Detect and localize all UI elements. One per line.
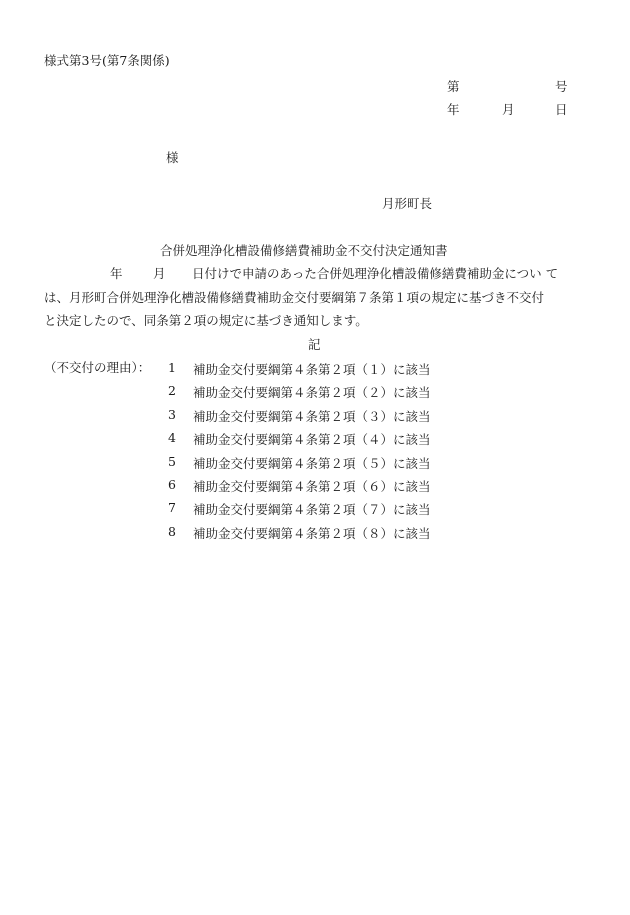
document-number-suffix: 号 (555, 79, 568, 94)
reason-item (0, 477, 630, 493)
reason-item (0, 500, 630, 516)
reason-number: 2 (168, 383, 176, 399)
body-line-2: は、月形町合併処理浄化槽設備修繕費補助金交付要綱第７条第１項の規定に基づき不交付 (44, 290, 545, 305)
body-month-label: 月 (153, 266, 166, 281)
reason-number: 5 (168, 453, 176, 469)
reason-text: 補助金交付要綱第４条第２項（１）に該当 (193, 362, 431, 377)
reasons-label: （不交付の理由）： (44, 360, 151, 375)
recipient-honorific: 様 (166, 150, 179, 165)
issuer-name: 月形町長 (382, 196, 433, 211)
date-month-label: 月 (502, 102, 515, 117)
reason-number: 7 (168, 500, 176, 516)
form-number: 様式第3号(第7条関係) (44, 53, 170, 68)
ki-heading: 記 (308, 337, 321, 352)
reason-item (0, 430, 630, 446)
reason-text: 補助金交付要綱第４条第２項（８）に該当 (193, 525, 431, 541)
reason-number: 1 (168, 360, 176, 375)
document-title: 合併処理浄化槽設備修繕費補助金不交付決定通知書 (160, 243, 448, 258)
reason-item (0, 383, 630, 399)
reason-number: 6 (168, 477, 176, 492)
reason-text: 補助金交付要綱第４条第２項（２）に該当 (193, 385, 431, 401)
reason-number: 4 (168, 430, 176, 446)
body-year-label: 年 (110, 266, 123, 281)
reason-item (0, 454, 630, 470)
reason-item (0, 360, 630, 376)
reason-text: 補助金交付要綱第４条第２項（４）に該当 (193, 432, 431, 448)
reason-text: 補助金交付要綱第４条第２項（６）に該当 (193, 479, 431, 494)
date-day-label: 日 (555, 102, 568, 117)
reason-number: 8 (168, 523, 176, 539)
body-line-1-text: 日付けで申請のあった合併処理浄化槽設備修繕費補助金につい て (192, 266, 559, 281)
document-number-prefix: 第 (447, 79, 460, 94)
reason-number: 3 (168, 406, 176, 422)
reason-text: 補助金交付要綱第４条第２項（７）に該当 (193, 502, 431, 518)
reason-item (0, 407, 630, 423)
date-year-label: 年 (447, 102, 460, 117)
reason-text: 補助金交付要綱第４条第２項（５）に該当 (193, 455, 431, 471)
reason-text: 補助金交付要綱第４条第２項（３）に該当 (193, 408, 431, 424)
reason-item (0, 524, 630, 540)
body-line-3: と決定したので、同条第２項の規定に基づき通知します。 (44, 313, 368, 328)
